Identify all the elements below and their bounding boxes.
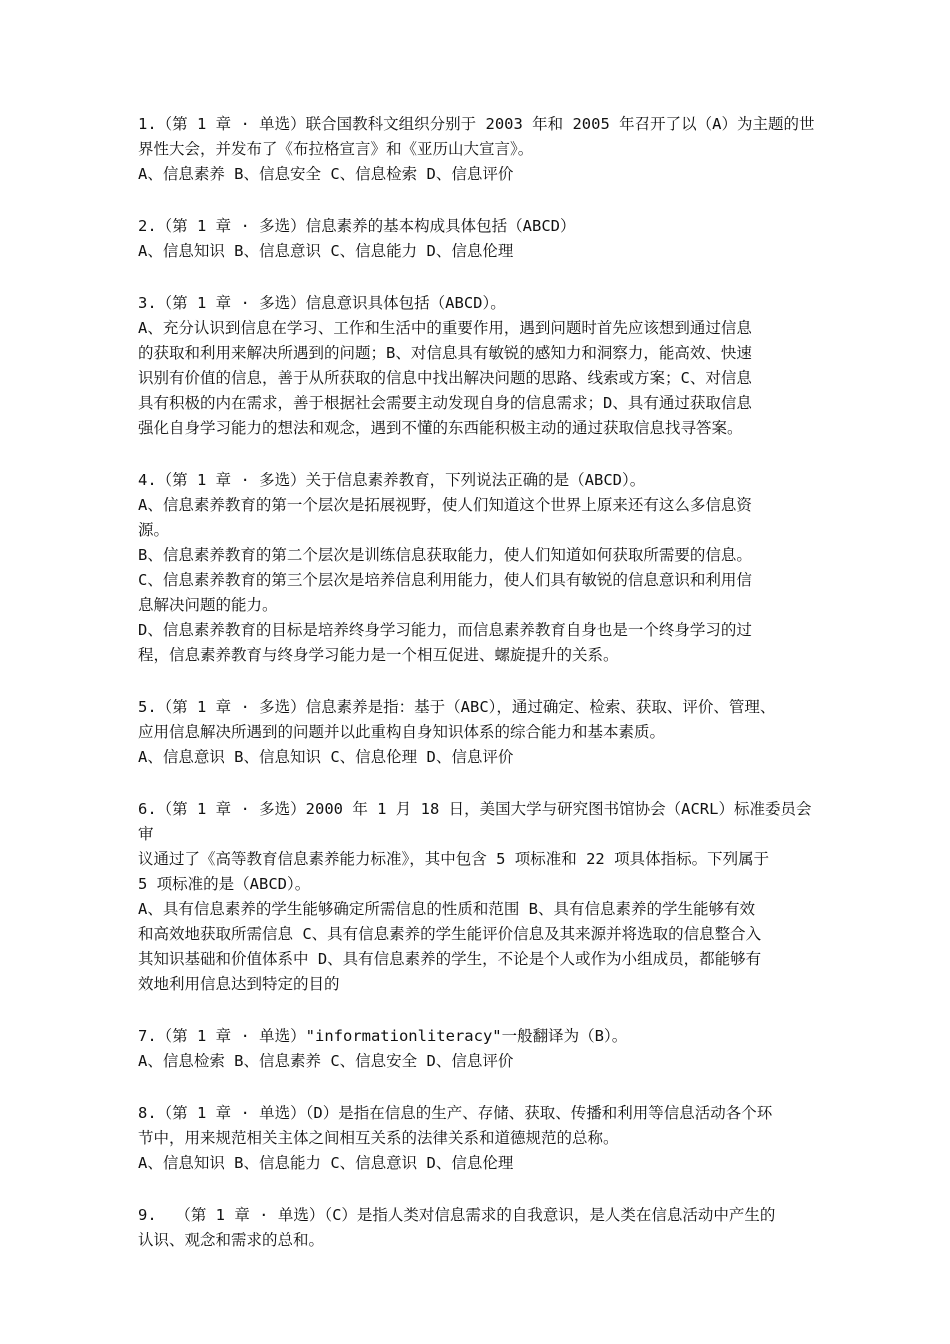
question-6: [138, 797, 818, 997]
question-line: 9. （第 1 章 · 单选）（C）是指人类对信息需求的自我意识，是人类在信息活动中产生的: [138, 1206, 776, 1224]
options-line: 源。: [138, 521, 170, 539]
question-line: 1.（第 1 章 · 单选）联合国教科文组织分别于 2003 年和 2005 年召开了以（A）为主题的世: [138, 115, 815, 133]
options-line: C、信息素养教育的第三个层次是培养信息利用能力，使人们具有敏锐的信息意识和利用信: [138, 571, 752, 589]
question-line: 应用信息解决所遇到的问题并以此重构自身知识体系的综合能力和基本素质。: [138, 723, 666, 741]
question-line: 2.（第 1 章 · 多选）信息素养的基本构成具体包括（ABCD）: [138, 217, 576, 235]
options-line: A、充分认识到信息在学习、工作和生活中的重要作用，遇到问题时首先应该想到通过信息: [138, 319, 752, 337]
options-line: A、信息检索 B、信息素养 C、信息安全 D、信息评价: [138, 1052, 514, 1070]
options-line: 程，信息素养教育与终身学习能力是一个相互促进、螺旋提升的关系。: [138, 646, 619, 664]
options-line: 强化自身学习能力的想法和观念，遇到不懂的东西能积极主动的通过获取信息找寻答案。: [138, 419, 743, 437]
question-5: [138, 695, 818, 770]
question-3: [138, 291, 818, 441]
question-line: 3.（第 1 章 · 多选）信息意识具体包括（ABCD）。: [138, 294, 506, 312]
question-9: [138, 1203, 818, 1253]
options-line: A、信息知识 B、信息能力 C、信息意识 D、信息伦理: [138, 1154, 514, 1172]
options-line: 和高效地获取所需信息 C、具有信息素养的学生能评价信息及其来源并将选取的信息整合入: [138, 925, 762, 943]
question-line: 5.（第 1 章 · 多选）信息素养是指：基于（ABC），通过确定、检索、获取、评价、管理、: [138, 698, 776, 716]
question-line: 7.（第 1 章 · 单选）"informationliteracy"一般翻译为（B）。: [138, 1027, 628, 1045]
question-line: 议通过了《高等教育信息素养能力标准》，其中包含 5 项标准和 22 项具体指标。下列属于: [138, 850, 770, 868]
question-line: 界性大会，并发布了《布拉格宣言》和《亚历山大宣言》。: [138, 140, 534, 158]
question-4: [138, 468, 818, 668]
question-line: 4.（第 1 章 · 多选）关于信息素养教育，下列说法正确的是（ABCD）。: [138, 471, 646, 489]
question-line: 8.（第 1 章 · 单选）（D）是指在信息的生产、存储、获取、传播和利用等信息活动各个环: [138, 1104, 773, 1122]
options-line: 效地利用信息达到特定的目的: [138, 975, 340, 993]
options-line: 其知识基础和价值体系中 D、具有信息素养的学生，不论是个人或作为小组成员，都能够有: [138, 950, 762, 968]
options-line: 识别有价值的信息，善于从所获取的信息中找出解决问题的思路、线索或方案；C、对信息: [138, 369, 752, 387]
question-2: [138, 214, 818, 264]
question-line: 认识、观念和需求的总和。: [138, 1231, 325, 1249]
options-line: 具有积极的内在需求，善于根据社会需要主动发现自身的信息需求；D、具有通过获取信息: [138, 394, 752, 412]
options-line: A、具有信息素养的学生能够确定所需信息的性质和范围 B、具有信息素养的学生能够有效: [138, 900, 755, 918]
options-line: B、信息素养教育的第二个层次是训练信息获取能力，使人们知道如何获取所需要的信息。: [138, 546, 752, 564]
options-line: A、信息素养 B、信息安全 C、信息检索 D、信息评价: [138, 165, 514, 183]
options-line: 的获取和利用来解决所遇到的问题；B、对信息具有敏锐的感知力和洞察力，能高效、快速: [138, 344, 752, 362]
question-line: 节中，用来规范相关主体之间相互关系的法律关系和道德规范的总称。: [138, 1129, 619, 1147]
question-line: 6.（第 1 章 · 多选）2000 年 1 月 18 日，美国大学与研究图书馆协会（ACRL）标准委员会审: [138, 800, 812, 843]
options-line: 息解决问题的能力。: [138, 596, 278, 614]
question-list: [138, 112, 818, 1280]
question-7: [138, 1024, 818, 1074]
options-line: D、信息素养教育的目标是培养终身学习能力，而信息素养教育自身也是一个终身学习的过: [138, 621, 752, 639]
question-8: [138, 1101, 818, 1176]
options-line: A、信息知识 B、信息意识 C、信息能力 D、信息伦理: [138, 242, 514, 260]
options-line: A、信息素养教育的第一个层次是拓展视野，使人们知道这个世界上原来还有这么多信息资: [138, 496, 752, 514]
question-1: [138, 112, 818, 187]
options-line: A、信息意识 B、信息知识 C、信息伦理 D、信息评价: [138, 748, 514, 766]
question-line: 5 项标准的是（ABCD）。: [138, 875, 311, 893]
